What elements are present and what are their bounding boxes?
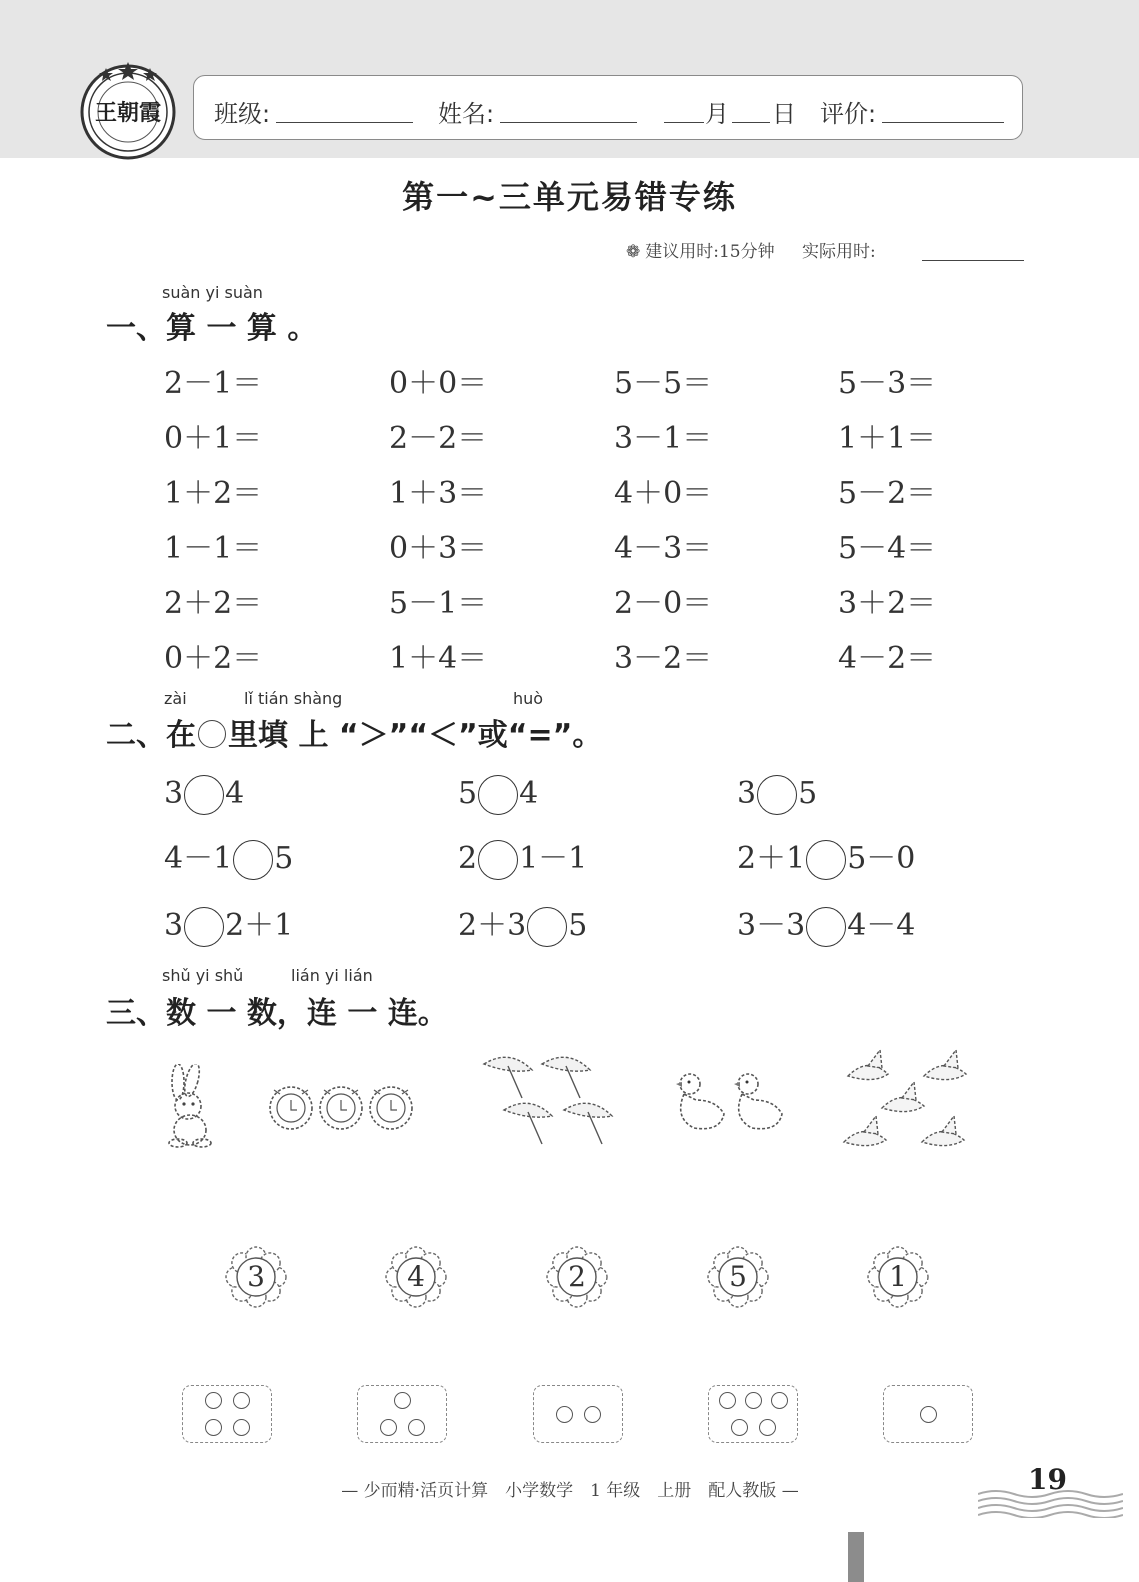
dot <box>408 1419 425 1436</box>
rating-field[interactable] <box>882 122 1004 123</box>
circle-icon <box>198 720 226 748</box>
flower-number: 3 <box>247 1260 265 1293</box>
right-expression: 4 <box>225 776 245 811</box>
equation: 0＋1＝ <box>164 421 263 456</box>
section1-pinyin: suàn yi suàn <box>162 283 263 302</box>
equation: 5－4＝ <box>838 531 937 566</box>
wave-decoration <box>978 1488 1123 1518</box>
actual-time-field[interactable] <box>922 260 1024 261</box>
dot-card[interactable] <box>357 1385 447 1443</box>
equation: 3－2＝ <box>614 641 713 676</box>
equation: 1＋2＝ <box>164 476 263 511</box>
answer-circle[interactable] <box>184 775 224 815</box>
comparison-item <box>164 906 293 947</box>
number-flower[interactable] <box>385 1246 447 1308</box>
section2-heading-post: 里填 上 “＞”“＜”或“=”。 <box>228 718 603 753</box>
comparison-item <box>737 906 915 947</box>
dot-card[interactable] <box>883 1385 973 1443</box>
number-flower[interactable] <box>225 1246 287 1308</box>
month-field[interactable] <box>664 122 704 123</box>
right-expression: 4－4 <box>847 908 916 943</box>
answer-circle[interactable] <box>527 907 567 947</box>
rating-label: 评价: <box>820 100 877 128</box>
section3-pinyin-shu: shǔ yi shǔ <box>162 966 244 985</box>
comparison-item <box>737 839 915 880</box>
month-label: 月 <box>705 100 729 128</box>
right-expression: 1－1 <box>519 841 588 876</box>
equation: 2－2＝ <box>389 421 488 456</box>
flower-number: 4 <box>407 1260 425 1293</box>
equation: 5－2＝ <box>838 476 937 511</box>
dot <box>205 1392 222 1409</box>
flower-number: 5 <box>729 1260 747 1293</box>
equation: 1－1＝ <box>164 531 263 566</box>
equation: 5－3＝ <box>838 366 937 401</box>
left-expression: 5 <box>458 776 478 811</box>
dot-card[interactable] <box>182 1385 272 1443</box>
number-flower[interactable] <box>707 1246 769 1308</box>
right-expression: 5 <box>568 908 588 943</box>
dot-card[interactable] <box>533 1385 623 1443</box>
name-label: 姓名: <box>438 100 495 128</box>
section2-pinyin-huo: huò <box>513 689 544 708</box>
right-expression: 5 <box>798 776 818 811</box>
duck-icon[interactable] <box>672 1070 790 1140</box>
number-flower[interactable] <box>546 1246 608 1308</box>
dot <box>394 1392 411 1409</box>
comparison-item <box>164 774 244 815</box>
page-number: 19 <box>1028 1463 1067 1496</box>
dot <box>745 1392 762 1409</box>
left-expression: 2 <box>458 841 478 876</box>
dot <box>920 1406 937 1423</box>
right-expression: 5 <box>274 841 294 876</box>
comparison-item <box>458 839 587 880</box>
left-expression: 4－1 <box>164 841 233 876</box>
answer-circle[interactable] <box>233 840 273 880</box>
left-expression: 3 <box>164 776 184 811</box>
left-expression: 3 <box>737 776 757 811</box>
dot <box>233 1419 250 1436</box>
dot <box>205 1419 222 1436</box>
actual-time-label: 实际用时: <box>802 242 876 262</box>
dot <box>759 1419 776 1436</box>
answer-circle[interactable] <box>478 840 518 880</box>
equation: 0＋3＝ <box>389 531 488 566</box>
gear-icon: ❁ <box>626 242 641 262</box>
dot <box>380 1419 397 1436</box>
dot <box>233 1392 250 1409</box>
section3-pinyin-lian: lián yi lián <box>291 966 373 985</box>
left-expression: 3 <box>164 908 184 943</box>
equation: 0＋2＝ <box>164 641 263 676</box>
left-expression: 2＋3 <box>458 908 527 943</box>
equation: 5－5＝ <box>614 366 713 401</box>
dot <box>719 1392 736 1409</box>
suggested-time: 建议用时:15分钟 <box>645 242 775 262</box>
class-field[interactable] <box>276 122 413 123</box>
answer-circle[interactable] <box>806 907 846 947</box>
name-field[interactable] <box>500 122 637 123</box>
brand-logo <box>78 60 178 160</box>
dot-card[interactable] <box>708 1385 798 1443</box>
equation: 4－2＝ <box>838 641 937 676</box>
day-label: 日 <box>772 100 796 128</box>
flower-number: 1 <box>889 1260 907 1293</box>
section1-heading: 一、算 一 算 。 <box>106 311 318 346</box>
equation: 2＋2＝ <box>164 586 263 621</box>
answer-circle[interactable] <box>806 840 846 880</box>
equation: 1＋3＝ <box>389 476 488 511</box>
answer-circle[interactable] <box>478 775 518 815</box>
class-label: 班级: <box>214 100 271 128</box>
answer-circle[interactable] <box>184 907 224 947</box>
equation: 2－0＝ <box>614 586 713 621</box>
section2-pinyin-li: lǐ tián shàng <box>244 689 343 708</box>
right-expression: 5－0 <box>847 841 916 876</box>
equation: 1＋4＝ <box>389 641 488 676</box>
comparison-item <box>164 839 293 880</box>
time-row <box>626 237 876 262</box>
equation: 1＋1＝ <box>838 421 937 456</box>
equation: 4－3＝ <box>614 531 713 566</box>
left-expression: 2＋1 <box>737 841 806 876</box>
page-title: 第一~三单元易错专练 <box>402 178 737 216</box>
bird-icon[interactable] <box>838 1046 976 1166</box>
right-expression: 2＋1 <box>225 908 294 943</box>
section2-pinyin-zai: zài <box>164 689 187 708</box>
equation: 3－1＝ <box>614 421 713 456</box>
student-info-box <box>193 75 1023 140</box>
rabbit-icon[interactable] <box>160 1064 220 1148</box>
equation: 0＋0＝ <box>389 366 488 401</box>
day-field[interactable] <box>732 122 770 123</box>
clock-icon[interactable] <box>266 1080 416 1134</box>
footer-text: — 少而精·活页计算 小学数学 1 年级 上册 配人教版 — <box>341 1481 799 1501</box>
dot <box>771 1392 788 1409</box>
equation: 4＋0＝ <box>614 476 713 511</box>
comparison-item <box>458 906 587 947</box>
logo-text: 王朝霞 <box>94 101 162 126</box>
section2-heading <box>106 710 602 754</box>
section3-heading: 三、数 一 数，连 一 连。 <box>106 996 448 1031</box>
left-expression: 3－3 <box>737 908 806 943</box>
umbrella-icon[interactable] <box>480 1052 618 1152</box>
dot <box>556 1406 573 1423</box>
page-edge-bar <box>848 1532 864 1582</box>
answer-circle[interactable] <box>757 775 797 815</box>
dot <box>731 1419 748 1436</box>
dot <box>584 1406 601 1423</box>
right-expression: 4 <box>519 776 539 811</box>
section2-heading-pre: 二、在 <box>106 718 196 753</box>
flower-number: 2 <box>568 1260 586 1293</box>
equation: 5－1＝ <box>389 586 488 621</box>
comparison-item <box>737 774 817 815</box>
number-flower[interactable] <box>867 1246 929 1308</box>
equation: 3＋2＝ <box>838 586 937 621</box>
equation: 2－1＝ <box>164 366 263 401</box>
comparison-item <box>458 774 538 815</box>
